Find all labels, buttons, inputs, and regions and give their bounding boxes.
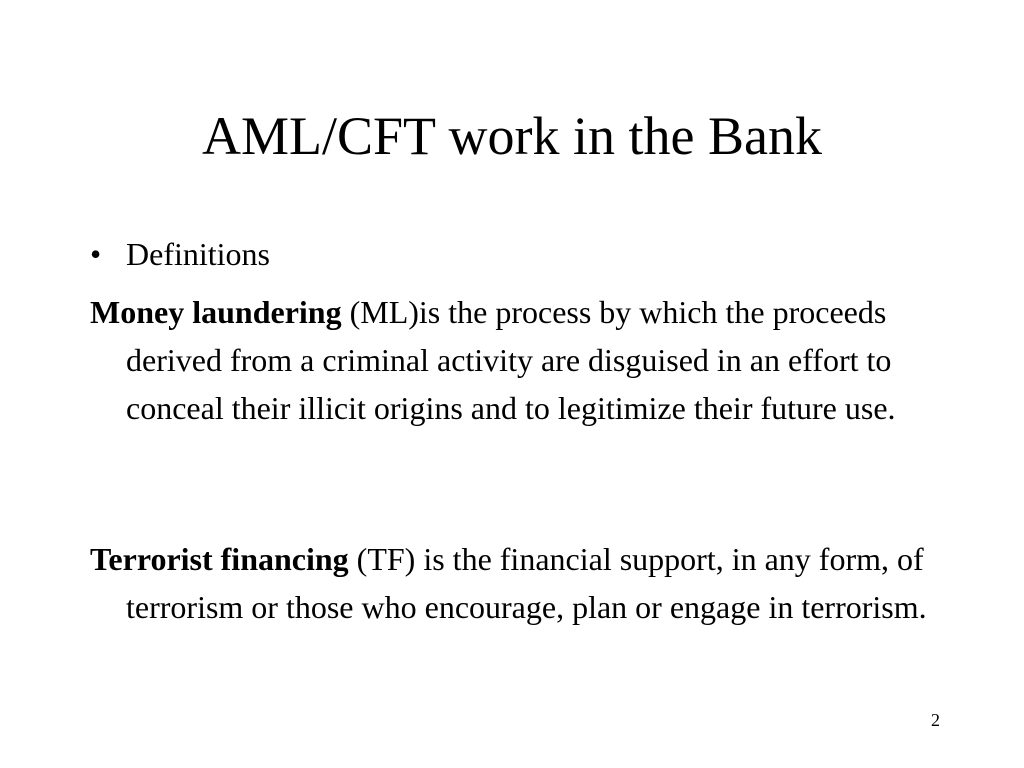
- slide-title: AML/CFT work in the Bank: [202, 106, 822, 166]
- bullet-icon: •: [90, 236, 102, 272]
- bullet-item-definitions: [90, 232, 270, 276]
- definition-text: (TF) is the financial support, in any form, of terrorism or those who encourage, plan or engage in terrorism.: [126, 541, 927, 625]
- definition-text: (ML)is the process by which the proceeds derived from a criminal activity are disguised in an effort to conceal their illicit origins and to legitimize their future use.: [126, 294, 896, 426]
- definition-term: Money laundering: [90, 294, 342, 330]
- definition-money-laundering: [90, 288, 986, 432]
- definition-term: Terrorist financing: [90, 541, 349, 577]
- bullet-text: Definitions: [126, 236, 270, 272]
- definition-terrorist-financing: [90, 535, 986, 631]
- page-number: 2: [931, 710, 940, 730]
